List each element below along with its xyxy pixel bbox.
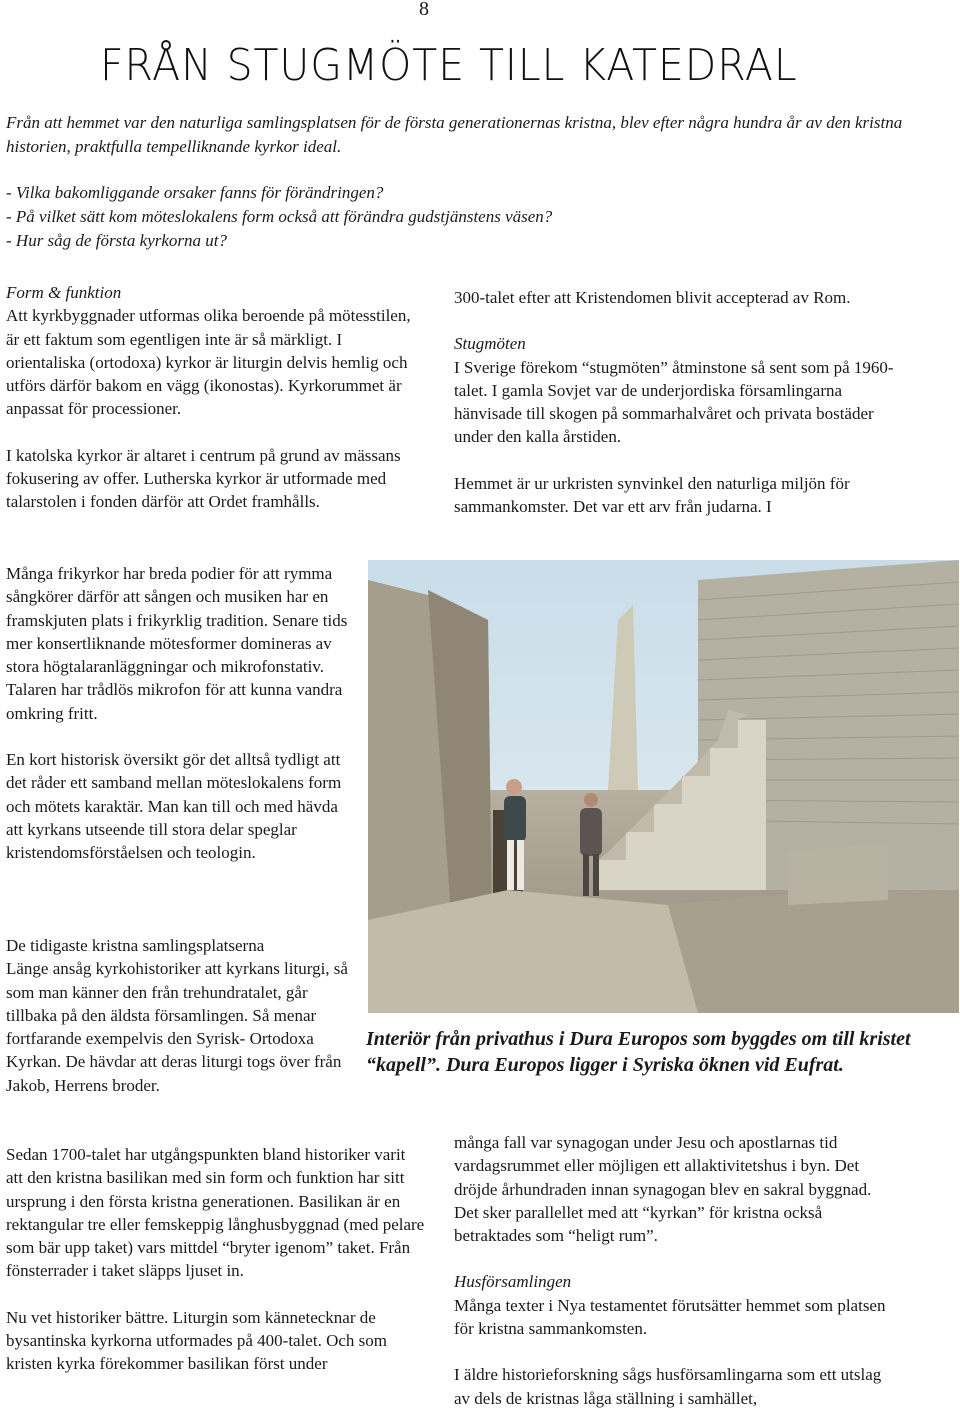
photo-caption: Interiör från privathus i Dura Europos som byggdes om till kristet “kapell”. Dura Europos ligger i Syriska öknen vid Eufrat. xyxy=(366,1028,911,1076)
paragraph: Nu vet historiker bättre. Liturgin som kännetecknar de bysantinska kyrkorna utformades på 400-talet. Och som kristen kyrka förekommer basilikan först under xyxy=(6,1307,387,1374)
question: - Hur såg de första kyrkorna ut? xyxy=(6,231,227,250)
paragraph: många fall var synagogan under Jesu och apostlarnas tid vardagsrummet eller möjligen ett allaktivitetshus i byn. Det dröjde århundraden innan synagogan blev en sakral byggnad. Det sker parallellet med att “kyrkan” för kristna också betraktades som “heligt rum”. xyxy=(454,1133,872,1246)
paragraph: Att kyrkbyggnader utformas olika beroende på mötesstilen, är ett faktum som egentligen inte är så märkligt. I orientaliska (ortodoxa) kyrkor är liturgin delvis hemlig och utförs därför bakom en vägg (ikonostas). Kyrkorummet är anpassat för processioner. xyxy=(6,306,411,419)
paragraph: I äldre historieforskning sågs husförsamlingarna som ett utslag av dels de kristnas låga ställning i samhället, xyxy=(454,1365,882,1408)
intro xyxy=(6,111,906,159)
stugmoten-section xyxy=(454,286,899,518)
page-number: 8 xyxy=(419,0,429,20)
dura-europos-photo xyxy=(368,560,959,1013)
question: - På vilket sätt kom möteslokalens form också att förändra gudstjänstens väsen? xyxy=(6,207,553,226)
ruins-illustration xyxy=(368,560,959,1013)
paragraph: En kort historisk översikt gör det alltså tydligt att det råder ett samband mellan möteslokalens form och mötets karaktär. Man kan till och med hävda att kyrkans utseende till stora delar speglar kristendomsförståelsen och teologin. xyxy=(6,750,342,863)
form-funktion-section xyxy=(6,281,418,514)
question: - Vilka bakomliggande orsaker fanns för förändringen? xyxy=(6,183,384,202)
section-heading: Husförsamlingen xyxy=(454,1272,572,1292)
page-title: FRÅN STUGMÖTE TILL KATEDRAL xyxy=(100,40,798,91)
paragraph: 300-talet efter att Kristendomen blivit accepterad av Rom. xyxy=(454,288,851,307)
paragraph: Många texter i Nya testamentet förutsätter hemmet som platsen för kristna sammankomsten. xyxy=(454,1295,886,1339)
basilika-section xyxy=(6,1143,426,1376)
husforsamlingen-section xyxy=(454,1131,894,1410)
intro-text: Från att hemmet var den naturliga samlingsplatsen för de första generationernas kristna, blev efter några hundra år av den kristna historien, praktfulla tempelliknande kyrkor ideal. xyxy=(6,113,903,156)
tidigaste-section xyxy=(6,934,351,1097)
question-list xyxy=(6,181,552,253)
paragraph: Hemmet är ur urkristen synvinkel den naturliga miljön för sammankomster. Det var ett arv från judarna. I xyxy=(454,473,850,517)
paragraph: Många frikyrkor har breda podier för att rymma sångkörer därför att sången och musiken har en framskjuten plats i frikyrklig tradition. Senare tids mer konsertliknande mötesformer domineras av stora högtalaranläggningar och mikrofonstativ. Talaren har trådlös mikrofon för att kunna vandra omkring fritt. xyxy=(6,564,348,723)
paragraph: Länge ansåg kyrkohistoriker att kyrkans liturgi, så som man känner den från trehundratalet, går tillbaka på den äldsta församlingen. Så menar fortfarande exempelvis den Syrisk- Ortodoxa Kyrkan. De hävdar att deras liturgi togs över från Jakob, Herrens broder. xyxy=(6,959,348,1095)
paragraph: Sedan 1700-talet har utgångspunkten bland historiker varit att den kristna basilikan med sin form och funktion har sitt ursprung i den första kristna generationen. Basilikan är en rektangular tre eller femskeppig långhusbyggnad (med pelare som bär upp taket) vars mittdel “bryter igenom” taket. Från fönsterrader i taket släpps ljuset in. xyxy=(6,1145,425,1281)
section-heading: Form & funktion xyxy=(6,283,122,302)
section-heading: Stugmöten xyxy=(454,334,526,354)
paragraph: I katolska kyrkor är altaret i centrum på grund av mässans fokusering av offer. Lutherska kyrkor är utformade med talarstolen i fonden därför att Ordet framhålls. xyxy=(6,445,401,512)
paragraph: I Sverige förekom “stugmöten” åtminstone så sent som på 1960-talet. I gamla Sovjet var de underjordiska församlingarna hänvisade till skogen på sommarhalvåret och privata bostäder under den kalla årstiden. xyxy=(454,357,894,447)
section-heading: De tidigaste kristna samlingsplatserna xyxy=(6,936,265,955)
frikyrkor-section xyxy=(6,562,356,865)
